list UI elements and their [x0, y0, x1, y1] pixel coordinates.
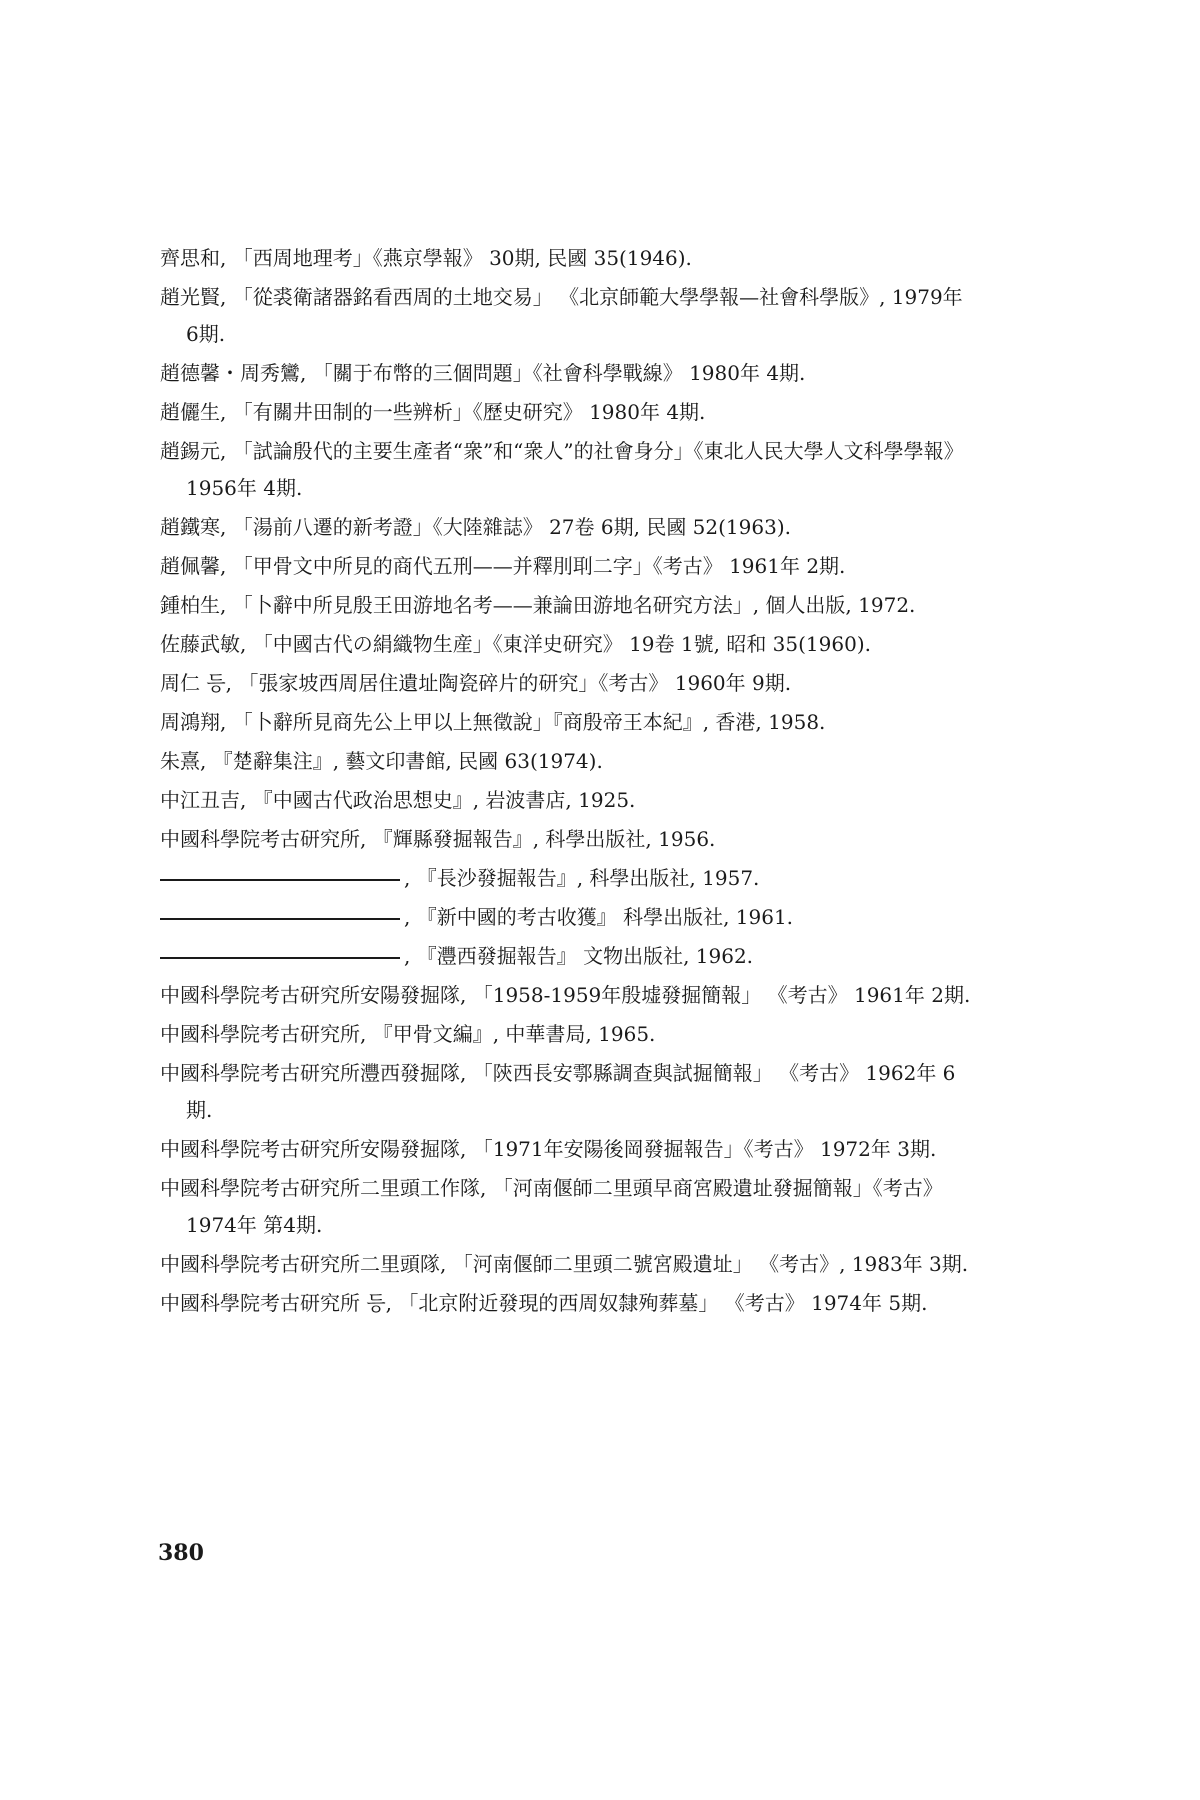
page-number: 380	[158, 1540, 204, 1566]
bibliography-entry: 中國科學院考古研究所安陽發掘隊, 「1971年安陽後岡發掘報告」《考古》 1972年 3期.	[160, 1137, 937, 1161]
ditto-dash	[160, 879, 400, 881]
bibliography-entry: 中國科學院考古研究所, 『甲骨文編』, 中華書局, 1965.	[160, 1022, 656, 1046]
bibliography-entry: 中國科學院考古研究所 등, 「北京附近發現的西周奴隸殉葬墓」 《考古》 1974年 5期.	[160, 1291, 928, 1315]
bibliography-entry: 佐藤武敏, 「中國古代の絹織物生産」《東洋史研究》 19卷 1號, 昭和 35(1960).	[160, 632, 871, 656]
bibliography-entry-continued	[160, 938, 975, 975]
bibliography-entry: 鍾柏生, 「卜辭中所見殷王田游地名考——兼論田游地名研究方法」, 個人出版, 1972.	[160, 593, 916, 617]
bibliography-entry: 趙佩馨, 「甲骨文中所見的商代五刑——并釋刖刵二字」《考古》 1961年 2期.	[160, 554, 846, 578]
bibliography-entry-continued	[160, 899, 975, 936]
bibliography-entry: 周仁 등, 「張家坡西周居住遺址陶瓷碎片的研究」《考古》 1960年 9期.	[160, 671, 792, 695]
bibliography-entry-continued	[160, 860, 975, 897]
bibliography-entry: 周鴻翔, 「卜辭所見商先公上甲以上無徵說」『商殷帝王本紀』, 香港, 1958.	[160, 710, 826, 734]
bibliography-entry: 中國科學院考古研究所二里頭隊, 「河南偃師二里頭二號宮殿遺址」 《考古》, 1983年 3期.	[160, 1252, 969, 1276]
bibliography-entry: 中國科學院考古研究所灃西發掘隊, 「陝西長安鄠縣調查與試掘簡報」 《考古》 1962年 6期.	[160, 1061, 956, 1122]
bibliography-entry: 趙錫元, 「試論殷代的主要生產者“衆”和“衆人”的社會身分」《東北人民大學人文科學學報》 1956年 4期.	[160, 439, 964, 500]
bibliography-entry: 趙光賢, 「從裘衛諸器銘看西周的土地交易」 《北京師範大學學報—社會科學版》, 1979年 6期.	[160, 285, 963, 346]
entry-text: , 『長沙發掘報告』, 科學出版社, 1957.	[404, 866, 760, 890]
entry-text: , 『新中國的考古收獲』 科學出版社, 1961.	[404, 905, 794, 929]
bibliography-entry: 中國科學院考古研究所二里頭工作隊, 「河南偃師二里頭早商宮殿遺址發掘簡報」《考古》 1974年 第4期.	[160, 1176, 943, 1237]
bibliography-entry: 趙德馨・周秀鸞, 「關于布幣的三個問題」《社會科學戰線》 1980年 4期.	[160, 361, 806, 385]
bibliography-list	[160, 240, 975, 1324]
ditto-dash	[160, 957, 400, 959]
bibliography-entry: 中國科學院考古研究所安陽發掘隊, 「1958-1959年殷墟發掘簡報」 《考古》 1961年 2期.	[160, 983, 971, 1007]
bibliography-entry: 趙儷生, 「有關井田制的一些辨析」《歷史研究》 1980年 4期.	[160, 400, 706, 424]
bibliography-entry: 趙鐵寒, 「湯前八遷的新考證」《大陸雜誌》 27卷 6期, 民國 52(1963).	[160, 515, 791, 539]
bibliography-entry: 齊思和, 「西周地理考」《燕京學報》 30期, 民國 35(1946).	[160, 246, 692, 270]
bibliography-entry: 中國科學院考古研究所, 『輝縣發掘報告』, 科學出版社, 1956.	[160, 827, 716, 851]
bibliography-entry: 中江丑吉, 『中國古代政治思想史』, 岩波書店, 1925.	[160, 788, 636, 812]
entry-text: , 『灃西發掘報告』 文物出版社, 1962.	[404, 944, 754, 968]
bibliography-entry: 朱熹, 『楚辭集注』, 藝文印書館, 民國 63(1974).	[160, 749, 603, 773]
ditto-dash	[160, 918, 400, 920]
